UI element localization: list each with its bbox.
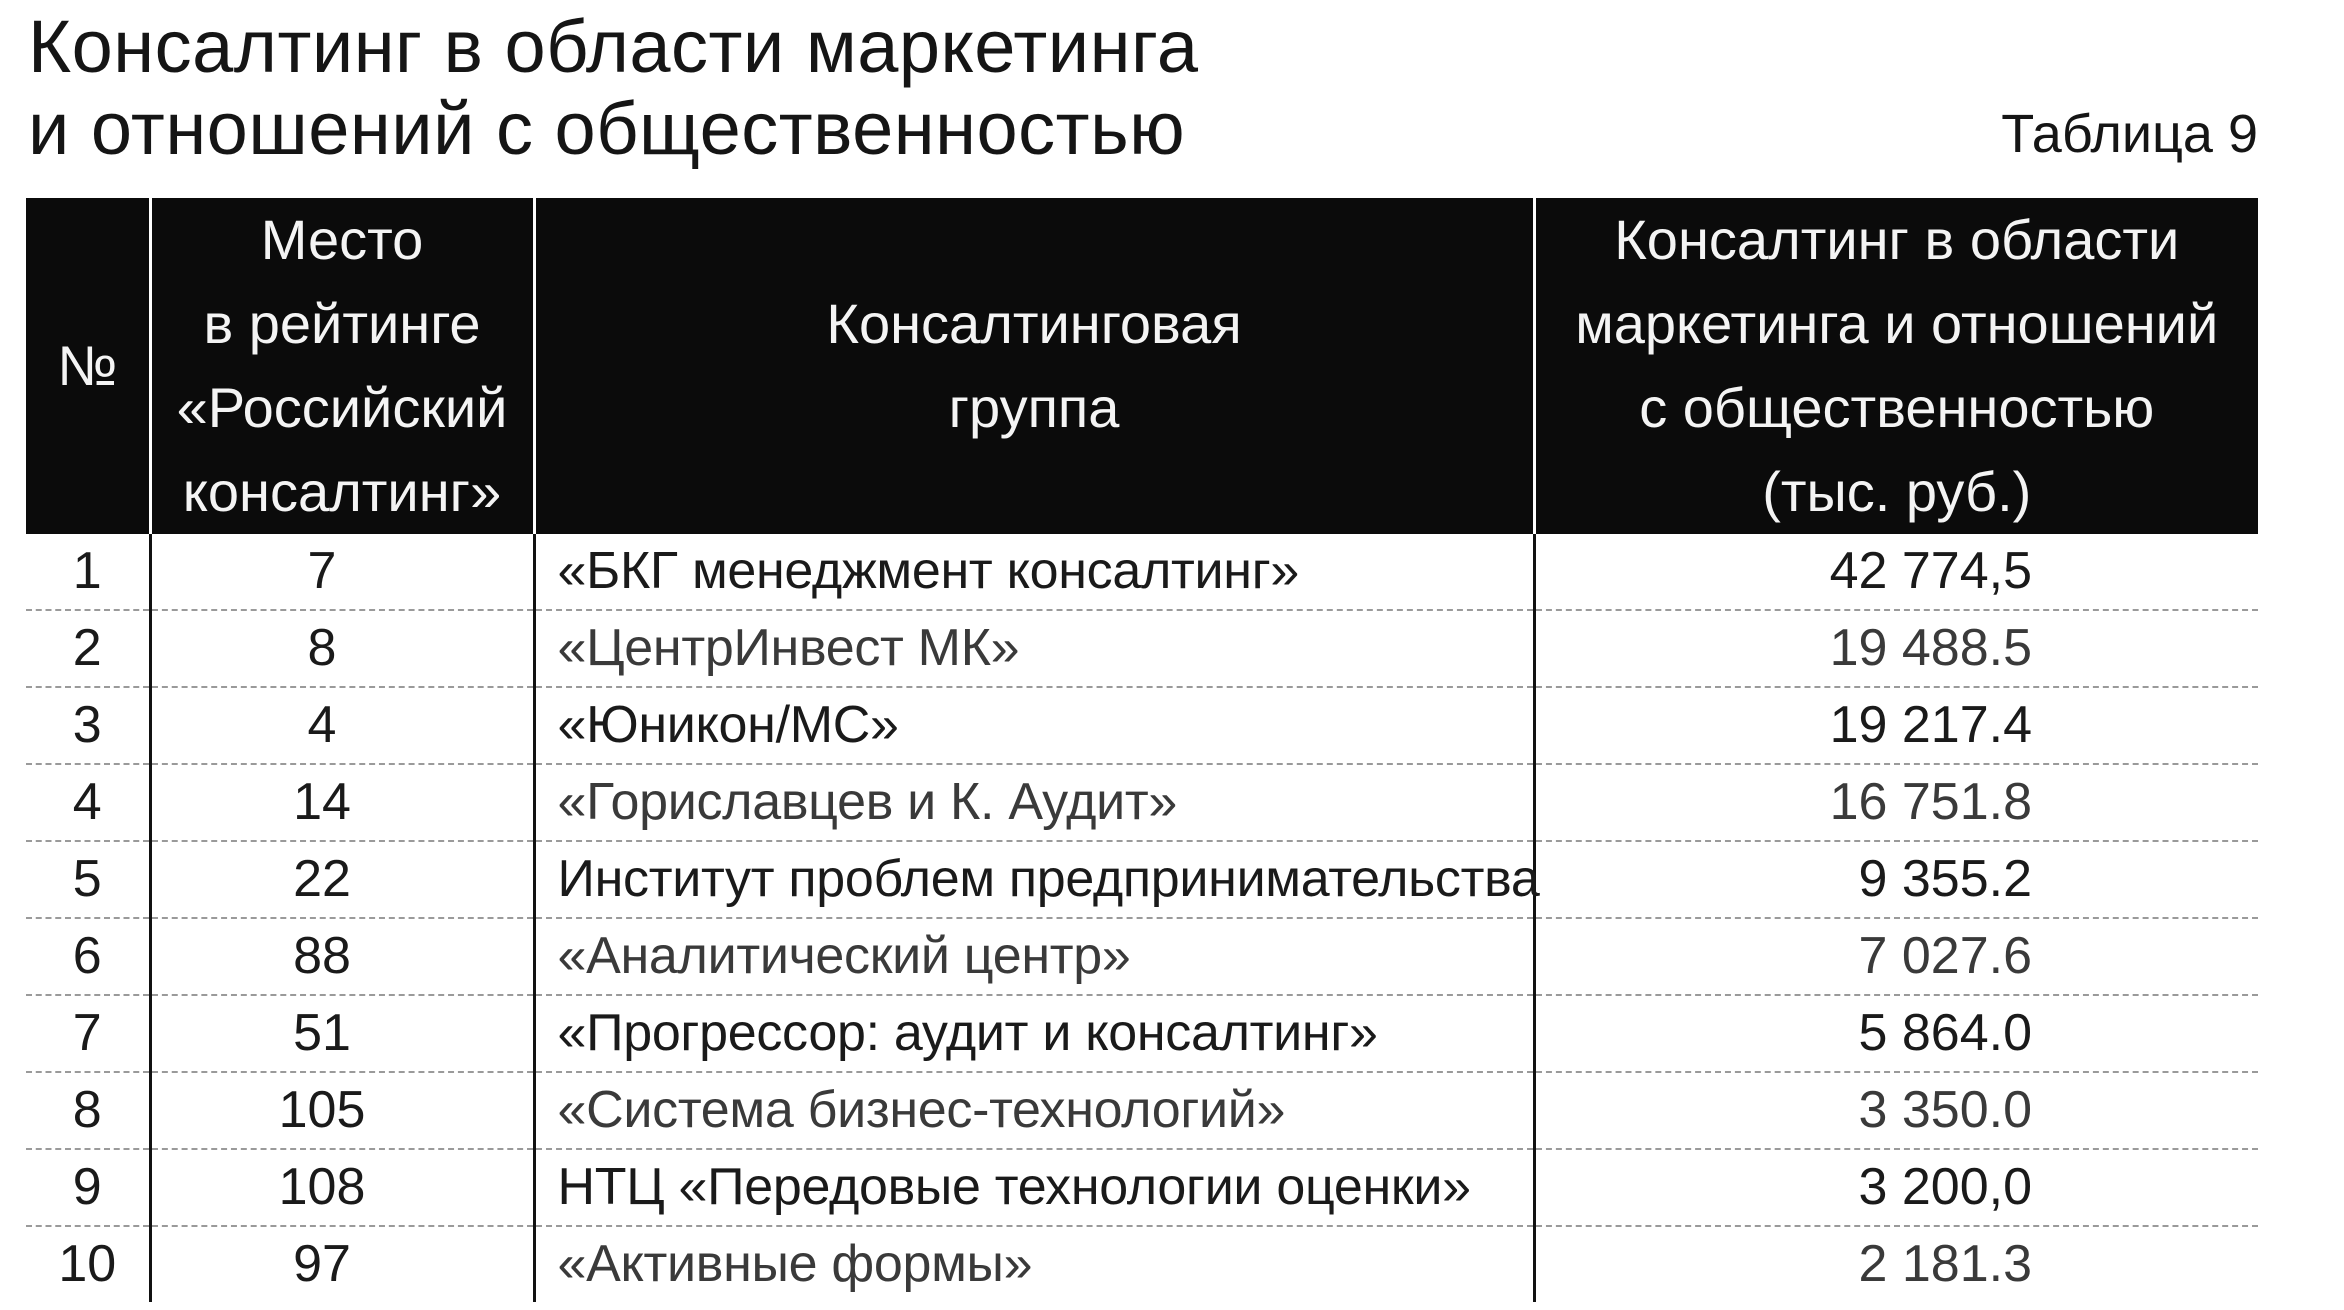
row-group: «Аналитический центр» [534,918,1534,995]
header-place-line-3: «Российский [176,376,508,439]
row-num: 1 [26,534,150,610]
row-place: 8 [150,610,534,687]
row-num: 2 [26,610,150,687]
title-line-2: и отношений с общественностью [28,87,1186,170]
table-row [26,764,2258,841]
header-value-line-3: с общественностью [1639,376,2155,439]
header-place-line-4: консалтинг» [182,460,502,523]
row-place: 22 [150,841,534,918]
row-num: 3 [26,687,150,764]
table-row [26,687,2258,764]
row-group: «Гориславцев и К. Аудит» [534,764,1534,841]
row-value: 9 355.2 [1534,841,2258,918]
header-row [26,198,2258,534]
header-place [150,198,534,534]
row-num: 6 [26,918,150,995]
header-value-line-2: маркетинга и отношений [1575,292,2219,355]
row-value: 7 027.6 [1534,918,2258,995]
page-title [28,6,1199,170]
row-num: 10 [26,1226,150,1302]
row-group: Институт проблем предпринимательства [534,841,1534,918]
table-row [26,1226,2258,1302]
row-group: «Активные формы» [534,1226,1534,1302]
header-group-line-1: Консалтинговая [826,292,1242,355]
row-num: 9 [26,1149,150,1226]
row-place: 51 [150,995,534,1072]
header-group-line-2: группа [948,376,1120,439]
row-num: 7 [26,995,150,1072]
row-value: 3 350.0 [1534,1072,2258,1149]
row-group: НТЦ «Передовые технологии оценки» [534,1149,1534,1226]
row-value: 19 488.5 [1534,610,2258,687]
header-num-text: № [57,334,118,397]
row-num: 5 [26,841,150,918]
row-num: 8 [26,1072,150,1149]
row-place: 97 [150,1226,534,1302]
row-place: 108 [150,1149,534,1226]
row-group: «Юникон/МС» [534,687,1534,764]
row-group: «Прогрессор: аудит и консалтинг» [534,995,1534,1072]
table-number-label: Таблица 9 [2001,104,2258,164]
header-value-line-1: Консалтинг в области [1614,208,2180,271]
table-row [26,534,2258,610]
row-group: «БКГ менеджмент консалтинг» [534,534,1534,610]
row-value: 3 200,0 [1534,1149,2258,1226]
row-place: 14 [150,764,534,841]
table-row [26,918,2258,995]
header-value-line-4: (тыс. руб.) [1762,460,2032,523]
title-line-1: Консалтинг в области маркетинга [28,5,1199,88]
header-num [26,198,150,534]
header-group [534,198,1534,534]
table-body [26,534,2258,1302]
table-row [26,995,2258,1072]
header-place-line-2: в рейтинге [203,292,481,355]
row-num: 4 [26,764,150,841]
header-place-line-1: Место [260,208,424,271]
table-row [26,841,2258,918]
row-value: 2 181.3 [1858,1235,2032,1293]
consulting-table [26,198,2258,1302]
table-header [26,198,2258,534]
header-value [1534,198,2258,534]
row-value: 42 774,5 [1534,534,2258,610]
row-group: «ЦентрИнвест МК» [534,610,1534,687]
row-place: 88 [150,918,534,995]
row-value: 19 217.4 [1534,687,2258,764]
row-value: 16 751.8 [1534,764,2258,841]
row-place: 105 [150,1072,534,1149]
table-row [26,1072,2258,1149]
table-row [26,1149,2258,1226]
row-place: 7 [150,534,534,610]
row-place: 4 [150,687,534,764]
row-value: 5 864.0 [1534,995,2258,1072]
table-row [26,610,2258,687]
row-group: «Система бизнес-технологий» [534,1072,1534,1149]
